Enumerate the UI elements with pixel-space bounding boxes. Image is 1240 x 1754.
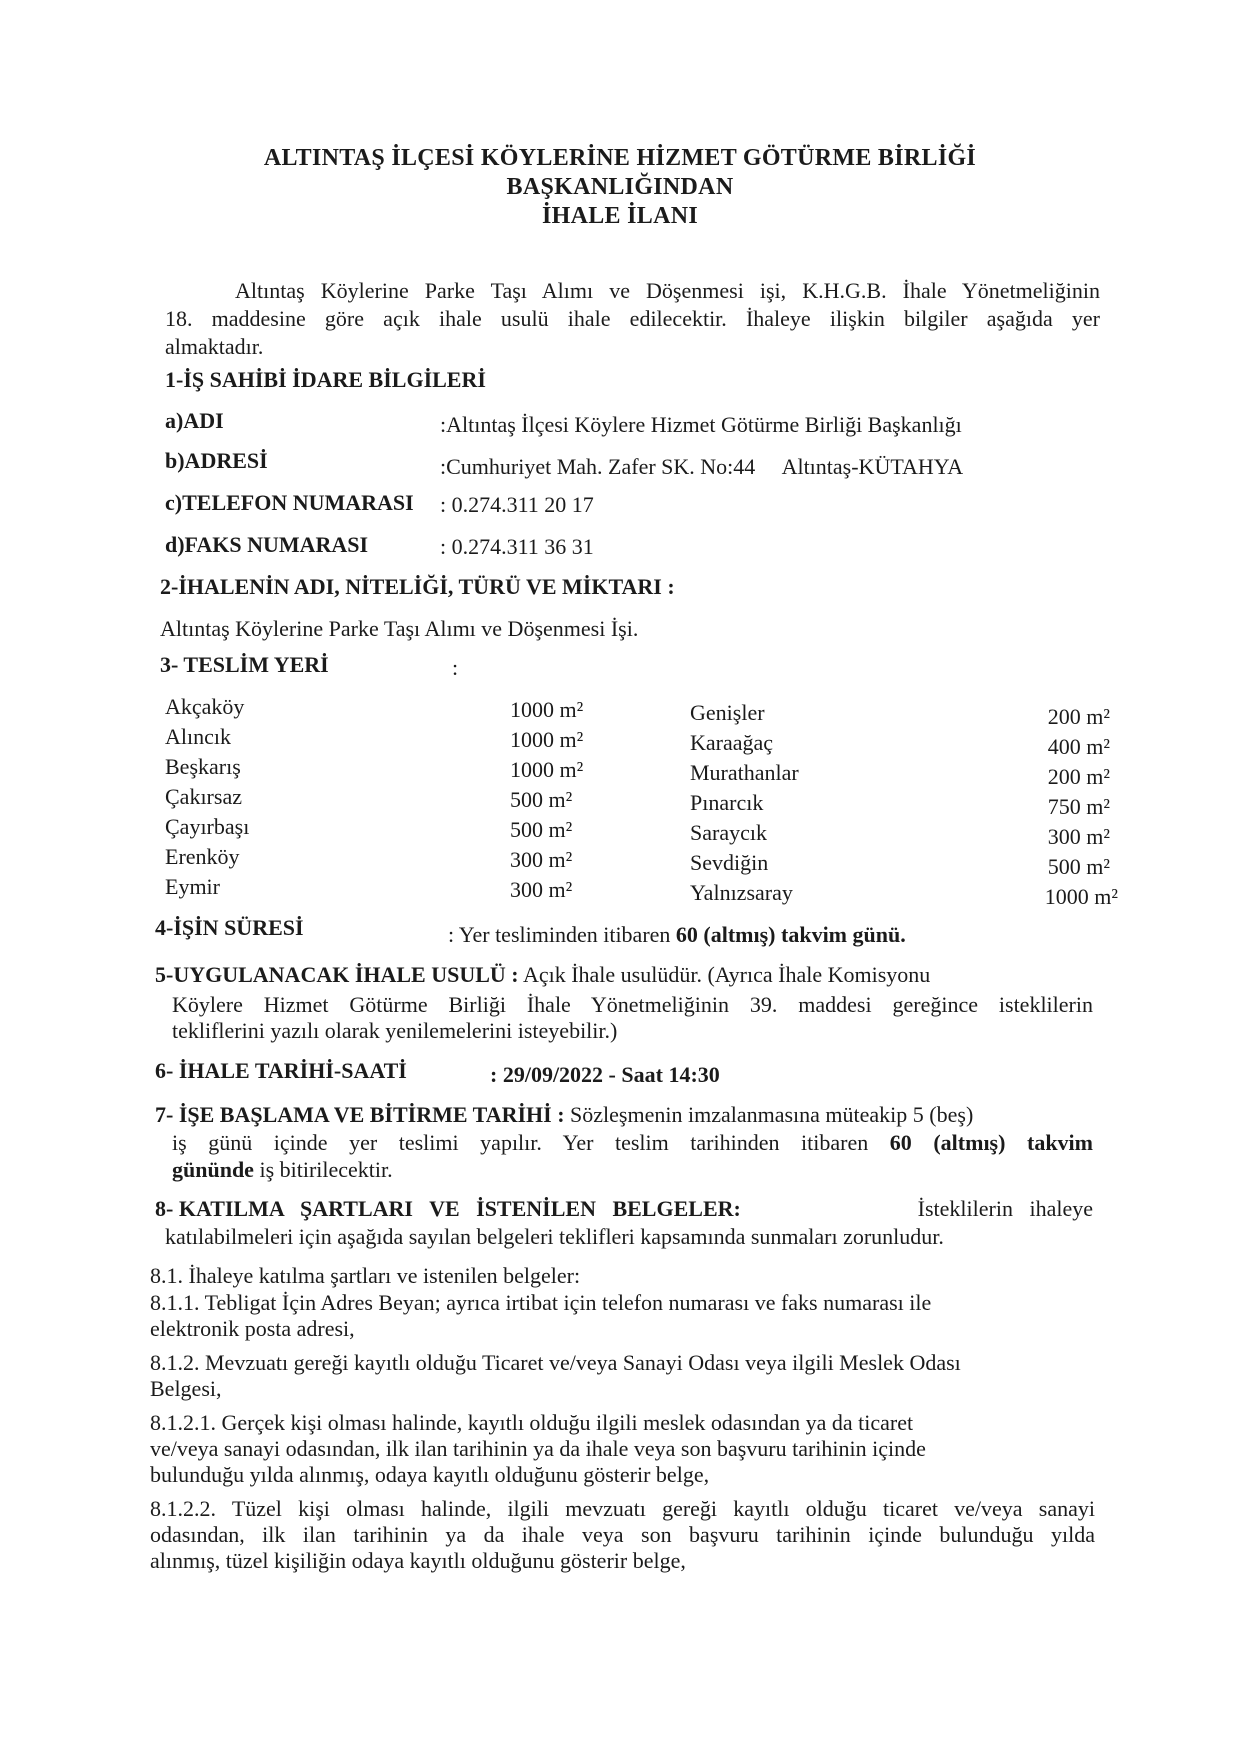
place-amount: 500 m² — [510, 787, 573, 812]
place-amount: 500 m² — [1047, 854, 1110, 879]
section3-colon: : — [452, 655, 459, 680]
section7-duration: 60 (altmış) takvim — [889, 1130, 1093, 1155]
section7-heading: 7- İŞE BAŞLAMA VE BİTİRME TARİHİ : — [155, 1102, 565, 1127]
section6-value: : 29/09/2022 - Saat 14:30 — [490, 1062, 720, 1087]
section5-line-1 — [155, 962, 930, 988]
item-8-1-2-2-line-2: odasından, ilk ilan tarihinin ya da ihale veya son başvuru tarihinin içinde bulunduğu yılda — [150, 1522, 1095, 1547]
item-8-1-2-2-line-1: 8.1.2.2. Tüzel kişi olması halinde, ilgili mevzuatı gereği kayıtlı olduğu ticaret ve/veya sanayi — [150, 1496, 1095, 1521]
place-amount: 1000 m² — [1044, 884, 1118, 909]
section8-line-1 — [155, 1196, 1093, 1222]
section1-value-fax: : 0.274.311 36 31 — [440, 534, 594, 559]
item-8-1-2-1-line-3: bulunduğu yılda alınmış, odaya kayıtlı olduğunu gösterir belge, — [150, 1462, 710, 1487]
place-name: Pınarcık — [690, 790, 764, 815]
section2-heading: 2-İHALENİN ADI, NİTELİĞİ, TÜRÜ VE MİKTARI : — [160, 574, 675, 599]
place-name: Sevdiğin — [690, 850, 769, 875]
place-name: Karaağaç — [690, 730, 774, 755]
section7-line-3 — [172, 1157, 393, 1183]
place-name: Akçaköy — [165, 694, 245, 719]
section1-value-name: :Altıntaş İlçesi Köylere Hizmet Götürme Birliği Başkanlığı — [440, 412, 962, 437]
place-name: Çakırsaz — [165, 784, 242, 809]
section5-line-3: tekliflerini yazılı olarak yenilemelerini isteyebilir.) — [172, 1018, 618, 1043]
section7-line-1 — [155, 1102, 973, 1128]
place-name: Eymir — [165, 874, 220, 899]
place-amount: 1000 m² — [510, 697, 584, 722]
intro-line-2: 18. maddesine göre açık ihale usulü ihale edilecektir. İhaleye ilişkin bilgiler aşağıda yer — [165, 306, 1100, 331]
section1-label-name: a)ADI — [165, 408, 224, 433]
place-amount: 300 m² — [510, 877, 573, 902]
place-amount: 1000 m² — [510, 727, 584, 752]
item-8-1-2-2-line-3: alınmış, tüzel kişiliğin odaya kayıtlı olduğunu gösterir belge, — [150, 1548, 686, 1573]
section1-label-phone: c)TELEFON NUMARASI — [165, 490, 414, 515]
title-line-1: ALTINTAŞ İLÇESİ KÖYLERİNE HİZMET GÖTÜRME BİRLİĞİ — [263, 145, 977, 171]
title-line-2: BAŞKANLIĞINDAN — [506, 174, 734, 200]
place-amount: 1000 m² — [510, 757, 584, 782]
section7-text-tail: iş bitirilecektir. — [253, 1157, 393, 1182]
place-name: Beşkarış — [165, 754, 241, 779]
place-amount: 400 m² — [1047, 734, 1110, 759]
section7-line-2 — [172, 1130, 1093, 1156]
item-8-1-2-line-2: Belgesi, — [150, 1376, 222, 1401]
place-name: Alıncık — [165, 724, 231, 749]
place-amount: 200 m² — [1047, 764, 1110, 789]
place-name: Yalnızsaray — [690, 880, 793, 905]
section7-duration-tail: gününde — [172, 1157, 254, 1182]
section8-line-2: katılabilmeleri için aşağıda sayılan belgeleri teklifleri kapsamında sunmaları zorunludur. — [165, 1224, 944, 1249]
section1-label-address: b)ADRESİ — [165, 448, 268, 473]
section1-heading: 1-İŞ SAHİBİ İDARE BİLGİLERİ — [165, 367, 486, 392]
section6-heading: 6- İHALE TARİHİ-SAATİ — [155, 1058, 407, 1083]
section1-value-phone: : 0.274.311 20 17 — [440, 492, 594, 517]
place-name: Saraycık — [690, 820, 767, 845]
section4-text: : Yer tesliminden itibaren — [448, 922, 676, 947]
item-8-1-2-line-1: 8.1.2. Mevzuatı gereği kayıtlı olduğu Ticaret ve/veya Sanayi Odası veya ilgili Meslek Odası — [150, 1350, 961, 1375]
section7-text: Sözleşmenin imzalanmasına müteakip 5 (beş) — [570, 1102, 974, 1127]
place-name: Murathanlar — [690, 760, 799, 785]
item-8-1-2-1-line-2: ve/veya sanayi odasından, ilk ilan tarihinin ya da ihale veya son başvuru tarihinin içinde — [150, 1436, 926, 1461]
section5-line-2: Köylere Hizmet Götürme Birliği İhale Yönetmeliğinin 39. maddesi gereğince isteklilerin — [172, 992, 1093, 1017]
section5-text: Açık İhale usulüdür. (Ayrıca İhale Komisyonu — [522, 962, 931, 987]
section7-text: iş günü içinde yer teslimi yapılır. Yer teslim tarihinden itibaren — [172, 1130, 869, 1155]
section8-text: İsteklilerin ihaleye — [917, 1196, 1093, 1221]
item-8-1-1-line-1: 8.1.1. Tebligat İçin Adres Beyan; ayrıca irtibat için telefon numarası ve faks numarası ile — [150, 1290, 932, 1315]
section2-text: Altıntaş Köylerine Parke Taşı Alımı ve Döşenmesi İşi. — [160, 616, 639, 641]
section8-heading: 8- KATILMA ŞARTLARI VE İSTENİLEN BELGELER: — [155, 1196, 741, 1221]
place-name: Erenköy — [165, 844, 240, 869]
place-amount: 300 m² — [1047, 824, 1110, 849]
title-line-3: İHALE İLANI — [541, 203, 698, 229]
section1-value-address: :Cumhuriyet Mah. Zafer SK. No:44 Altıntaş-KÜTAHYA — [440, 454, 964, 479]
place-name: Genişler — [690, 700, 765, 725]
section4-duration: 60 (altmış) takvim günü. — [675, 922, 906, 947]
item-8-1-1-line-2: elektronik posta adresi, — [150, 1316, 355, 1341]
section1-label-fax: d)FAKS NUMARASI — [165, 532, 369, 557]
section3-heading: 3- TESLİM YERİ — [160, 652, 329, 677]
section5-heading: 5-UYGULANACAK İHALE USULÜ : — [155, 962, 519, 987]
intro-line-3: almaktadır. — [165, 334, 264, 359]
item-8-1: 8.1. İhaleye katılma şartları ve istenilen belgeler: — [150, 1263, 581, 1288]
place-amount: 750 m² — [1047, 794, 1110, 819]
intro-line-1: Altıntaş Köylerine Parke Taşı Alımı ve Döşenmesi işi, K.H.G.B. İhale Yönetmeliğinin — [235, 278, 1100, 303]
place-amount: 300 m² — [510, 847, 573, 872]
place-name: Çayırbaşı — [165, 814, 250, 839]
section4-heading: 4-İŞİN SÜRESİ — [155, 915, 304, 940]
section4-value — [448, 922, 906, 948]
place-amount: 500 m² — [510, 817, 573, 842]
item-8-1-2-1-line-1: 8.1.2.1. Gerçek kişi olması halinde, kayıtlı olduğu ilgili meslek odasından ya da ticaret — [150, 1410, 914, 1435]
place-amount: 200 m² — [1047, 704, 1110, 729]
